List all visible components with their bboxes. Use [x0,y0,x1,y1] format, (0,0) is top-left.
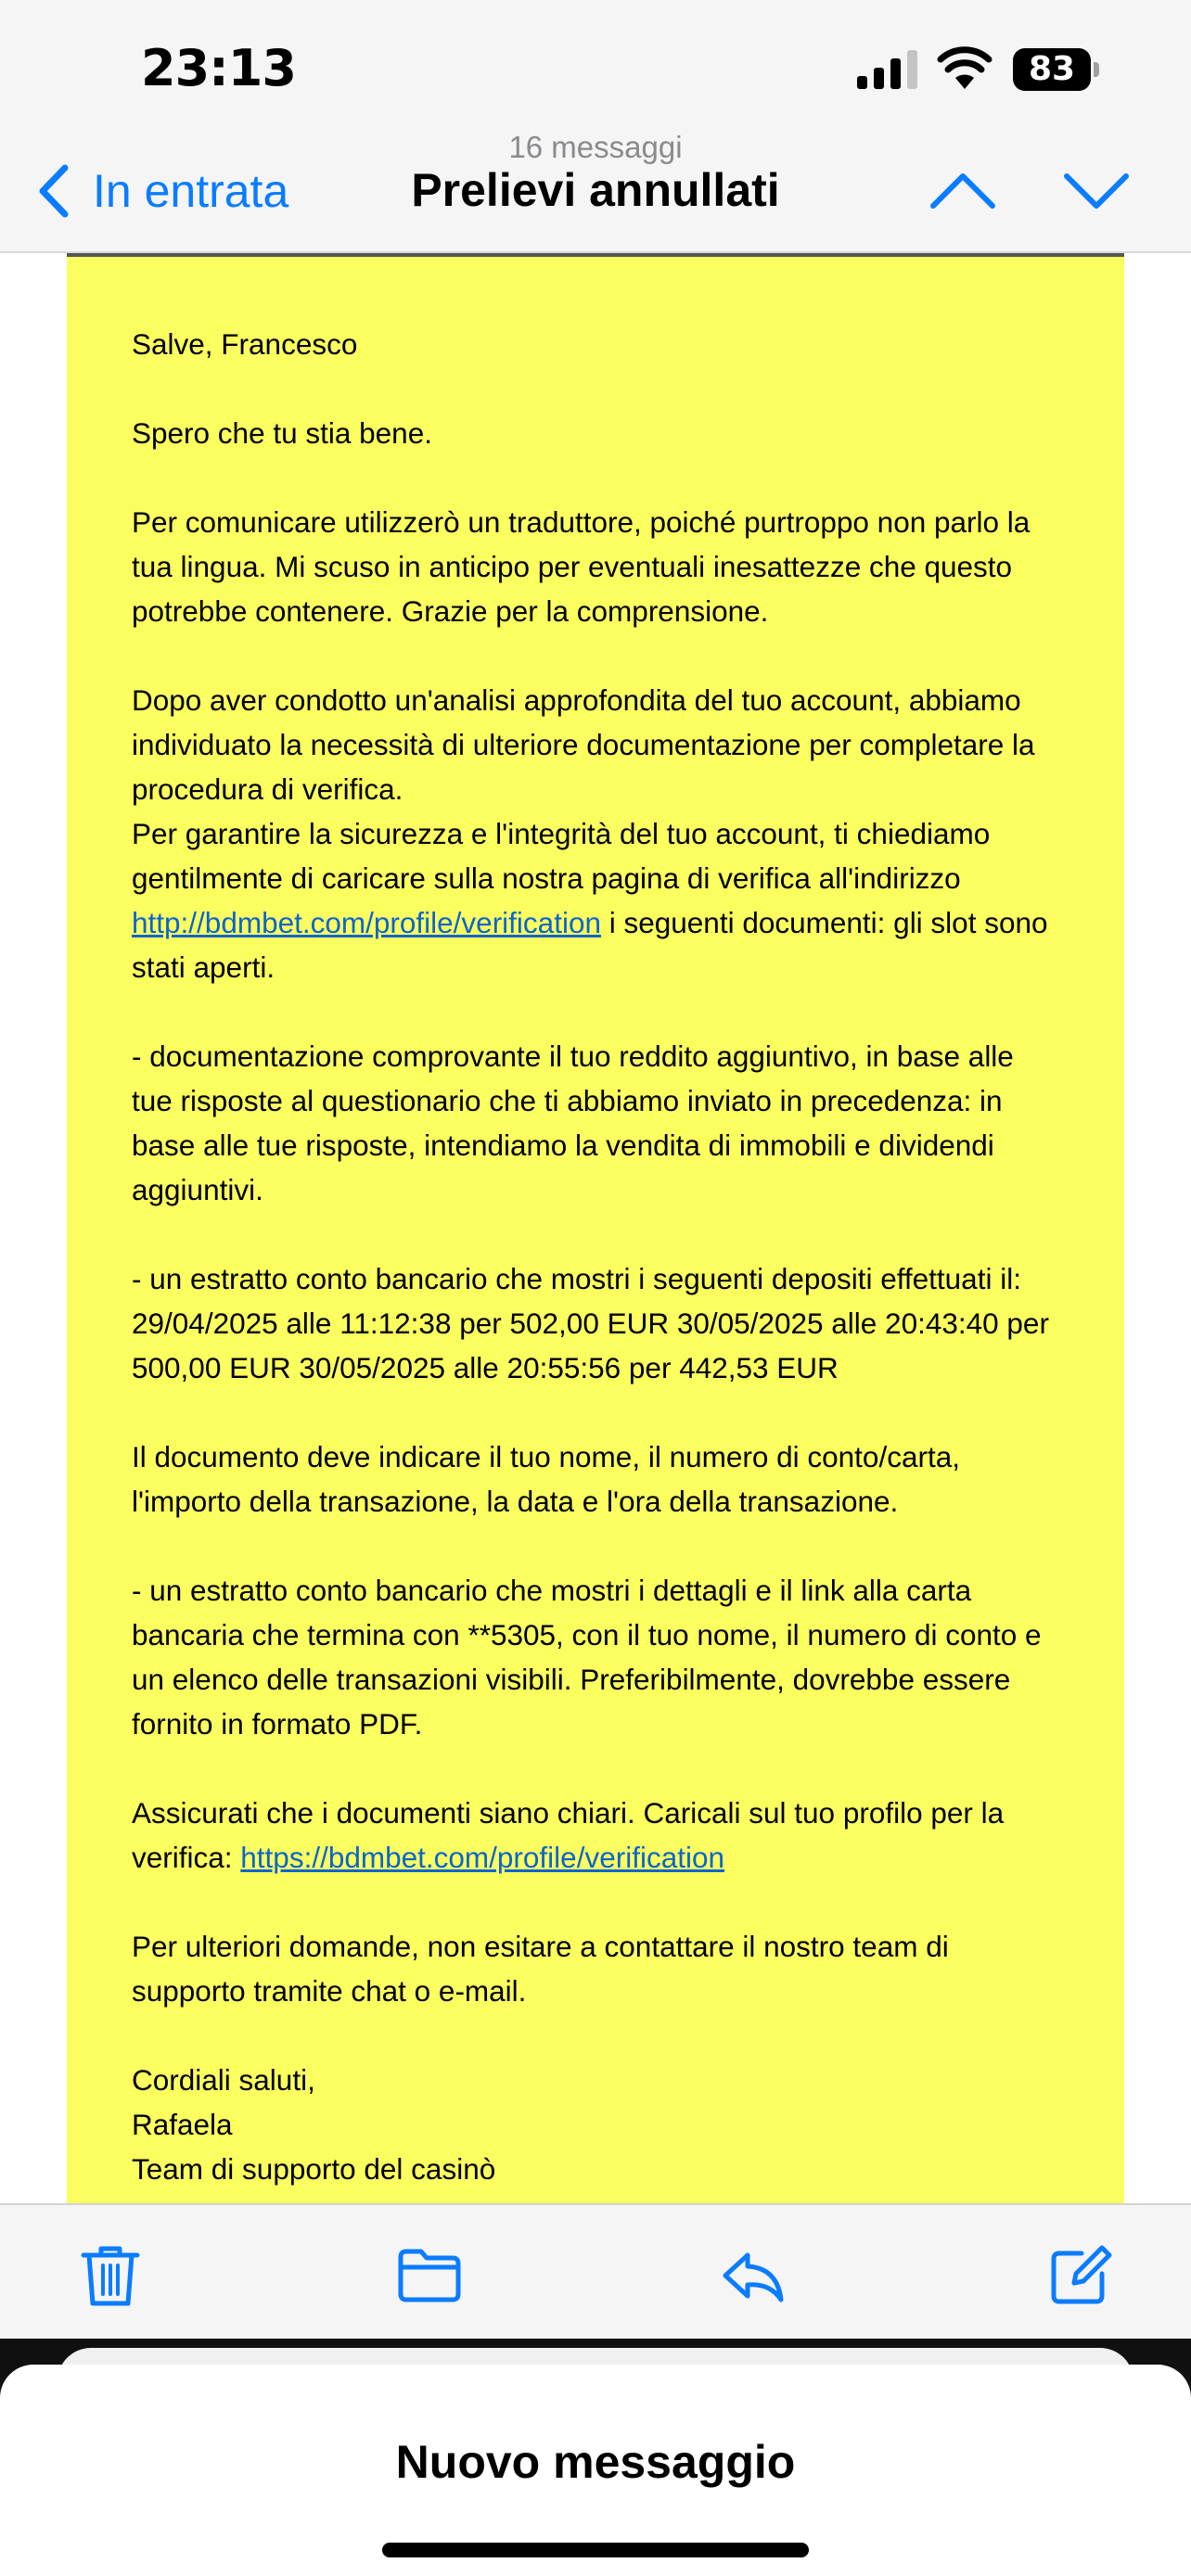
email-upload [132,1791,1059,1880]
email-signature-name: Rafaela [132,2108,233,2141]
email-analysis: Dopo aver condotto un'analisi approfondita del tuo account, abbiamo individuato la necessità di ulteriore documentazione per completare la procedura di verifica. [132,683,1035,806]
back-button[interactable] [35,163,288,219]
battery-icon [1013,48,1100,91]
email-closing: Cordiali saluti, [132,2063,315,2097]
verification-link[interactable]: http://bdmbet.com/profile/verification [132,906,601,939]
upload-text: Assicurati che i documenti siano chiari. Caricali sul tuo profilo per la verifica: [132,1796,1005,1874]
chevron-left-icon [35,164,70,218]
battery-level: 83 [1013,48,1091,91]
cellular-signal-icon [857,50,918,89]
back-label: In entrata [93,165,289,217]
reply-icon[interactable] [720,2242,785,2307]
request-text-end: i seguenti documenti: gli slot sono stati aperti. [132,906,1048,984]
folder-icon[interactable] [397,2242,462,2307]
email-content [67,253,1124,2204]
trash-icon[interactable] [78,2242,143,2307]
upload-link[interactable]: https://bdmbet.com/profile/verification [240,1841,725,1874]
email-item-deposits: - un estratto conto bancario che mostri i seguenti depositi effettuati il: 29/04/2025 alle 11:12:38 per 502,00 EUR 30/05/2025 alle 20:43:40 per 500,00 EUR 30/05/2025 alle 20:55:56 per 442,53 EUR [132,1262,1049,1384]
request-text: Per garantire la sicurezza e l'integrità del tuo account, ti chiediamo gentilmente di caricare sulla nostra pagina di verifica all'indirizzo [132,817,991,895]
message-count: 16 messaggi [508,130,683,164]
home-indicator[interactable] [382,2543,809,2557]
email-greeting: Salve, Francesco [132,327,358,361]
compose-icon[interactable] [1048,2242,1113,2307]
new-message-sheet[interactable] [0,2365,1191,2576]
page-title: Prelievi annullati [411,164,780,216]
wifi-icon [937,46,992,89]
navigation-bar [0,0,1191,253]
email-wellbeing: Spero che tu stia bene. [132,416,432,450]
battery-tip [1094,62,1099,77]
email-item-card: - un estratto conto bancario che mostri i dettagli e il link alla carta bancaria che termina con **5305, con il tuo nome, il numero di conto e un elenco delle transazioni visibili. Preferibilmente, dovrebbe essere fornito in formato PDF. [132,1574,1042,1741]
next-message-button[interactable] [1063,169,1130,213]
email-translator-note: Per comunicare utilizzerò un traduttore, poiché purtroppo non parlo la tua lingua. Mi scuso in anticipo per eventuali inesattezze che questo potrebbe contenere. Grazie per la comprensione. [132,505,1031,628]
email-signature-team: Team di supporto del casinò [132,2152,496,2186]
email-support: Per ulteriori domande, non esitare a contattare il nostro team di supporto tramite chat o e-mail. [132,1930,949,2008]
email-verification-request [132,811,1059,989]
previous-message-button[interactable] [929,169,996,213]
email-item-income: - documentazione comprovante il tuo reddito aggiuntivo, in base alle tue risposte al questionario che ti abbiamo inviato in precedenza: in base alle tue risposte, intendiamo la vendita di immobili e dividendi aggiuntivi. [132,1039,1014,1206]
email-document-requirements: Il documento deve indicare il tuo nome, il numero di conto/carta, l'importo della transazione, la data e l'ora della transazione. [132,1440,960,1518]
bottom-toolbar [0,2203,1191,2339]
new-message-title[interactable]: Nuovo messaggio [395,2436,796,2488]
email-body [132,322,1059,2191]
status-time: 23:13 [141,39,296,97]
